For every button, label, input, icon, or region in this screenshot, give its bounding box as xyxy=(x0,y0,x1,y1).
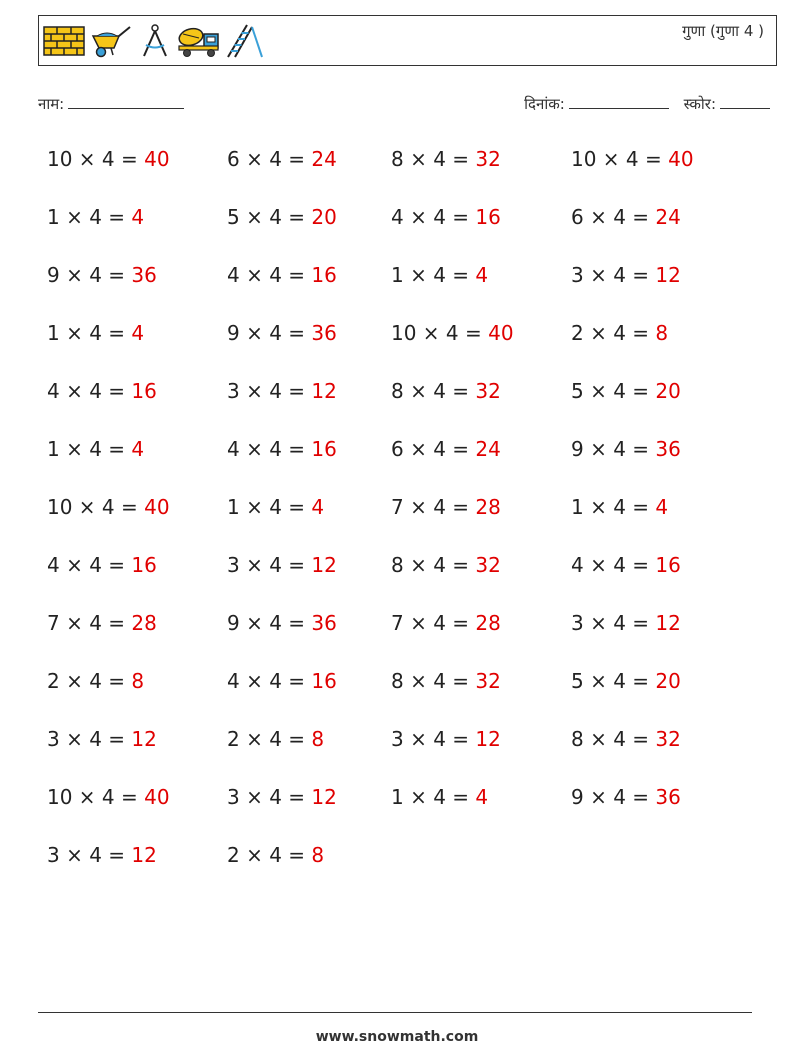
problem-answer: 36 xyxy=(655,785,681,809)
problem-answer: 12 xyxy=(131,727,157,751)
problem-answer: 12 xyxy=(131,843,157,867)
problem-question: 9 × 4 = xyxy=(227,611,312,635)
problem-question: 2 × 4 = xyxy=(227,843,312,867)
footer-url: www.snowmath.com xyxy=(315,1029,479,1045)
problem-item xyxy=(571,205,681,229)
problem-item xyxy=(47,611,157,635)
problem-question: 3 × 4 = xyxy=(227,379,312,403)
problem-question: 4 × 4 = xyxy=(227,437,312,461)
problem-item xyxy=(47,669,144,693)
name-blank[interactable] xyxy=(68,94,184,109)
problem-question: 1 × 4 = xyxy=(571,495,656,519)
problem-item xyxy=(227,669,337,693)
problem-answer: 16 xyxy=(655,553,681,577)
problem-answer: 12 xyxy=(475,727,501,751)
problem-answer: 20 xyxy=(655,669,681,693)
score-label: स्कोर: xyxy=(683,95,716,113)
problem-question: 6 × 4 = xyxy=(571,205,656,229)
problem-item xyxy=(391,553,501,577)
problem-answer: 36 xyxy=(311,611,337,635)
problem-item xyxy=(571,263,681,287)
problem-question: 10 × 4 = xyxy=(47,495,145,519)
problem-item xyxy=(227,553,337,577)
problem-question: 3 × 4 = xyxy=(571,611,656,635)
problem-answer: 36 xyxy=(655,437,681,461)
problem-question: 3 × 4 = xyxy=(391,727,476,751)
problem-answer: 8 xyxy=(311,843,325,867)
problem-item xyxy=(571,553,681,577)
problem-item xyxy=(571,321,668,345)
problem-question: 8 × 4 = xyxy=(391,669,476,693)
problem-answer: 16 xyxy=(311,669,337,693)
problem-answer: 4 xyxy=(131,437,145,461)
problem-item xyxy=(391,727,501,751)
problem-answer: 16 xyxy=(311,437,337,461)
problem-item xyxy=(571,379,681,403)
problem-item xyxy=(391,611,501,635)
problem-item xyxy=(571,669,681,693)
problem-answer: 4 xyxy=(475,785,489,809)
problem-item xyxy=(227,321,337,345)
problem-question: 5 × 4 = xyxy=(571,669,656,693)
problem-question: 7 × 4 = xyxy=(391,495,476,519)
problem-answer: 12 xyxy=(311,553,337,577)
problem-answer: 40 xyxy=(144,495,170,519)
problem-question: 3 × 4 = xyxy=(47,843,132,867)
problem-question: 1 × 4 = xyxy=(47,321,132,345)
problem-question: 2 × 4 = xyxy=(47,669,132,693)
problem-item xyxy=(227,205,337,229)
problem-item xyxy=(571,437,681,461)
problem-item xyxy=(227,785,337,809)
problem-answer: 32 xyxy=(475,147,501,171)
problem-item xyxy=(391,437,501,461)
brick-wall-icon xyxy=(43,25,85,57)
problem-answer: 20 xyxy=(655,379,681,403)
problem-question: 5 × 4 = xyxy=(571,379,656,403)
problem-item xyxy=(227,437,337,461)
problem-question: 1 × 4 = xyxy=(47,437,132,461)
wheelbarrow-icon xyxy=(89,24,133,58)
problem-answer: 16 xyxy=(131,379,157,403)
name-field xyxy=(38,94,184,114)
problem-answer: 4 xyxy=(311,495,325,519)
problem-answer: 12 xyxy=(311,379,337,403)
problem-question: 7 × 4 = xyxy=(391,611,476,635)
problem-item xyxy=(47,727,157,751)
problem-item xyxy=(571,495,668,519)
problem-item xyxy=(47,437,144,461)
date-score-fields xyxy=(524,94,770,114)
problem-answer: 40 xyxy=(144,147,170,171)
problem-question: 4 × 4 = xyxy=(47,379,132,403)
cement-mixer-truck-icon xyxy=(177,24,221,58)
problem-answer: 36 xyxy=(131,263,157,287)
header-icons xyxy=(43,21,265,61)
problem-item xyxy=(47,263,157,287)
problem-question: 7 × 4 = xyxy=(47,611,132,635)
problem-question: 8 × 4 = xyxy=(391,553,476,577)
problem-answer: 12 xyxy=(655,611,681,635)
problem-item xyxy=(571,727,681,751)
date-label: दिनांक: xyxy=(524,95,565,113)
problem-question: 1 × 4 = xyxy=(391,263,476,287)
problem-answer: 16 xyxy=(311,263,337,287)
problem-answer: 28 xyxy=(131,611,157,635)
problem-answer: 4 xyxy=(131,205,145,229)
problem-question: 1 × 4 = xyxy=(47,205,132,229)
problem-item xyxy=(47,147,170,171)
worksheet-title: गुणा (गुणा 4 ) xyxy=(682,22,764,40)
problem-answer: 32 xyxy=(475,669,501,693)
problem-item xyxy=(391,785,488,809)
problem-question: 10 × 4 = xyxy=(391,321,489,345)
header-box xyxy=(38,15,777,66)
score-blank[interactable] xyxy=(720,94,770,109)
problem-question: 8 × 4 = xyxy=(391,147,476,171)
problem-item xyxy=(47,495,170,519)
problem-answer: 16 xyxy=(475,205,501,229)
problem-question: 6 × 4 = xyxy=(227,147,312,171)
problem-question: 1 × 4 = xyxy=(391,785,476,809)
problem-item xyxy=(227,727,324,751)
problem-answer: 24 xyxy=(311,147,337,171)
problem-question: 3 × 4 = xyxy=(571,263,656,287)
problem-question: 5 × 4 = xyxy=(227,205,312,229)
problem-answer: 4 xyxy=(655,495,669,519)
problem-answer: 4 xyxy=(131,321,145,345)
problem-item xyxy=(227,263,337,287)
problem-item xyxy=(227,147,337,171)
problem-answer: 36 xyxy=(311,321,337,345)
problem-answer: 20 xyxy=(311,205,337,229)
problem-answer: 4 xyxy=(475,263,489,287)
problem-answer: 32 xyxy=(655,727,681,751)
problem-question: 3 × 4 = xyxy=(227,553,312,577)
problem-answer: 40 xyxy=(668,147,694,171)
problem-item xyxy=(47,379,157,403)
problem-item xyxy=(227,611,337,635)
problem-question: 10 × 4 = xyxy=(47,785,145,809)
problem-item xyxy=(571,147,694,171)
problem-question: 3 × 4 = xyxy=(227,785,312,809)
problem-item xyxy=(391,263,488,287)
problem-answer: 24 xyxy=(475,437,501,461)
problem-answer: 8 xyxy=(655,321,669,345)
name-label: नाम: xyxy=(38,95,65,113)
problem-question: 4 × 4 = xyxy=(227,669,312,693)
problem-item xyxy=(391,205,501,229)
problem-item xyxy=(47,553,157,577)
problem-question: 10 × 4 = xyxy=(571,147,669,171)
problem-item xyxy=(227,843,324,867)
problem-question: 4 × 4 = xyxy=(391,205,476,229)
problem-question: 2 × 4 = xyxy=(227,727,312,751)
problem-question: 1 × 4 = xyxy=(227,495,312,519)
problem-answer: 16 xyxy=(131,553,157,577)
problem-item xyxy=(571,785,681,809)
problem-item xyxy=(47,321,144,345)
problem-question: 6 × 4 = xyxy=(391,437,476,461)
drawing-compass-icon xyxy=(137,23,173,59)
problem-answer: 32 xyxy=(475,379,501,403)
problem-question: 8 × 4 = xyxy=(571,727,656,751)
problem-question: 9 × 4 = xyxy=(47,263,132,287)
problem-question: 4 × 4 = xyxy=(571,553,656,577)
problem-item xyxy=(571,611,681,635)
problem-item xyxy=(391,495,501,519)
problem-question: 9 × 4 = xyxy=(571,437,656,461)
problem-question: 3 × 4 = xyxy=(47,727,132,751)
problem-item xyxy=(227,495,324,519)
problem-item xyxy=(227,379,337,403)
problem-question: 9 × 4 = xyxy=(227,321,312,345)
problem-question: 8 × 4 = xyxy=(391,379,476,403)
problem-question: 4 × 4 = xyxy=(47,553,132,577)
problem-answer: 40 xyxy=(488,321,514,345)
problem-answer: 12 xyxy=(655,263,681,287)
problem-question: 10 × 4 = xyxy=(47,147,145,171)
problem-question: 4 × 4 = xyxy=(227,263,312,287)
problem-answer: 28 xyxy=(475,495,501,519)
problem-item xyxy=(391,147,501,171)
problem-question: 9 × 4 = xyxy=(571,785,656,809)
ladder-icon xyxy=(225,23,265,59)
problem-item xyxy=(391,379,501,403)
problem-answer: 32 xyxy=(475,553,501,577)
date-blank[interactable] xyxy=(569,94,669,109)
problem-item xyxy=(391,669,501,693)
problem-answer: 40 xyxy=(144,785,170,809)
problem-item xyxy=(47,205,144,229)
problem-item xyxy=(47,785,170,809)
problem-answer: 24 xyxy=(655,205,681,229)
problem-item xyxy=(47,843,157,867)
problem-answer: 8 xyxy=(131,669,145,693)
footer-divider xyxy=(38,1012,752,1013)
problem-answer: 28 xyxy=(475,611,501,635)
problem-answer: 8 xyxy=(311,727,325,751)
problem-answer: 12 xyxy=(311,785,337,809)
problem-question: 2 × 4 = xyxy=(571,321,656,345)
problem-item xyxy=(391,321,514,345)
